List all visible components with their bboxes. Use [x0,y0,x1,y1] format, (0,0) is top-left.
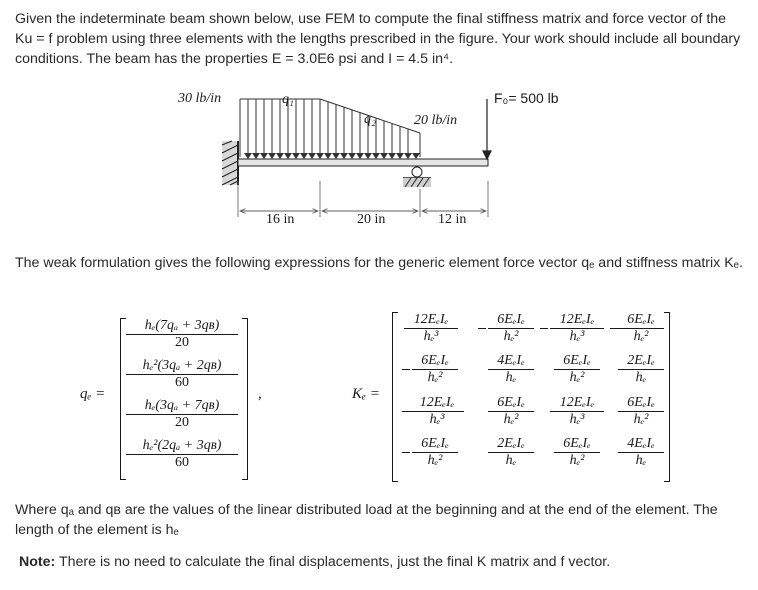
k-12-minus [478,328,486,329]
stiffness-matrix-lhs: Kₑ = [352,386,380,402]
k-43: 6EₑIₑ hₑ² [554,436,600,469]
roller-support [403,167,431,187]
k-42: 2EₑIₑ hₑ [488,436,534,469]
problem-intro: Given the indeterminate beam shown below, use FEM to compute the final stiffness matrix and force vector of the Ku = f problem using three elements with the lengths prescribed in the figure. Your work should include all boundary conditions. The beam has the properties E = 3.0E6 psi and I = 4.5 in⁴. [15,11,741,67]
force-entry-3: $\frac{\text{hₑ(3qₐ + 7qʙ)}}{20}$ [126,398,238,431]
k-13-minus [540,328,548,329]
note-label: Note: [19,554,56,570]
point-load-label: F₀= 500 lb [494,90,559,106]
k-14-minus [610,328,618,329]
load-right-label: 20 lb/in [414,113,458,128]
force-vector-comma: , [258,386,262,402]
k-11: 12EₑIₑ hₑ³ [404,312,458,345]
k-23: 6EₑIₑ hₑ² [554,353,600,386]
k-13: 12EₑIₑ hₑ³ [550,312,604,345]
k-32: 6EₑIₑ hₑ² [488,395,534,428]
force-entry-1: $\frac{\text{hₑ(7qₐ + 3qʙ)}}{20}$ [126,318,238,351]
k-33: 12EₑIₑ hₑ³ [550,395,604,428]
fixed-wall [222,141,238,185]
force-bracket-right [242,318,248,480]
k-34: 6EₑIₑ hₑ² [618,395,664,428]
force-entry-2: $\frac{\text{hₑ²(3qₐ + 2qʙ)}}{60}$ [126,358,238,391]
k-12: 6EₑIₑ hₑ² [488,312,534,345]
distributed-load [240,99,420,157]
weak-form-text: The weak formulation gives the following expressions for the generic element force vector qₑ and stiffness matrix Kₑ. [15,255,743,271]
q1-label: q₁ [282,92,294,107]
k-31: 12EₑIₑ hₑ³ [410,395,464,428]
k-44: 4EₑIₑ hₑ [618,436,664,469]
force-entry-4: $\frac{\text{hₑ²(2qₐ + 3qʙ)}}{60}$ [126,438,238,471]
stiffness-bracket-right [664,312,670,482]
dim-20in: 20 in [357,212,386,227]
k-21-minus [402,369,410,370]
k-41-minus [402,452,410,453]
dim-12in: 12 in [438,212,467,227]
dim-16in: 16 in [266,212,295,227]
k-24: 2EₑIₑ hₑ [618,353,664,386]
k-41: 6EₑIₑ hₑ² [412,436,458,469]
beam-figure [0,85,758,235]
load-arrowheads [244,153,420,159]
point-load-arrow [483,99,491,159]
note-text: There is no need to calculate the final displacements, just the final K matrix and f vector. [58,554,611,570]
force-vector-lhs: qₑ = [80,386,106,402]
where-text: Where qₐ and qʙ are the values of the linear distributed load at the beginning and at the end of the element. The length of the element is hₑ [15,502,718,538]
load-left-label: 30 lb/in [178,91,222,106]
k-21: 6EₑIₑ hₑ² [412,353,458,386]
note [19,552,751,572]
k-14: 6EₑIₑ hₑ² [618,312,664,345]
k-31-minus [402,411,410,412]
k-22: 4EₑIₑ hₑ [488,353,534,386]
stiffness-bracket-left [392,312,398,482]
beam [238,159,488,166]
q2-label: q₂ [364,112,376,127]
load-arrows [248,99,408,157]
